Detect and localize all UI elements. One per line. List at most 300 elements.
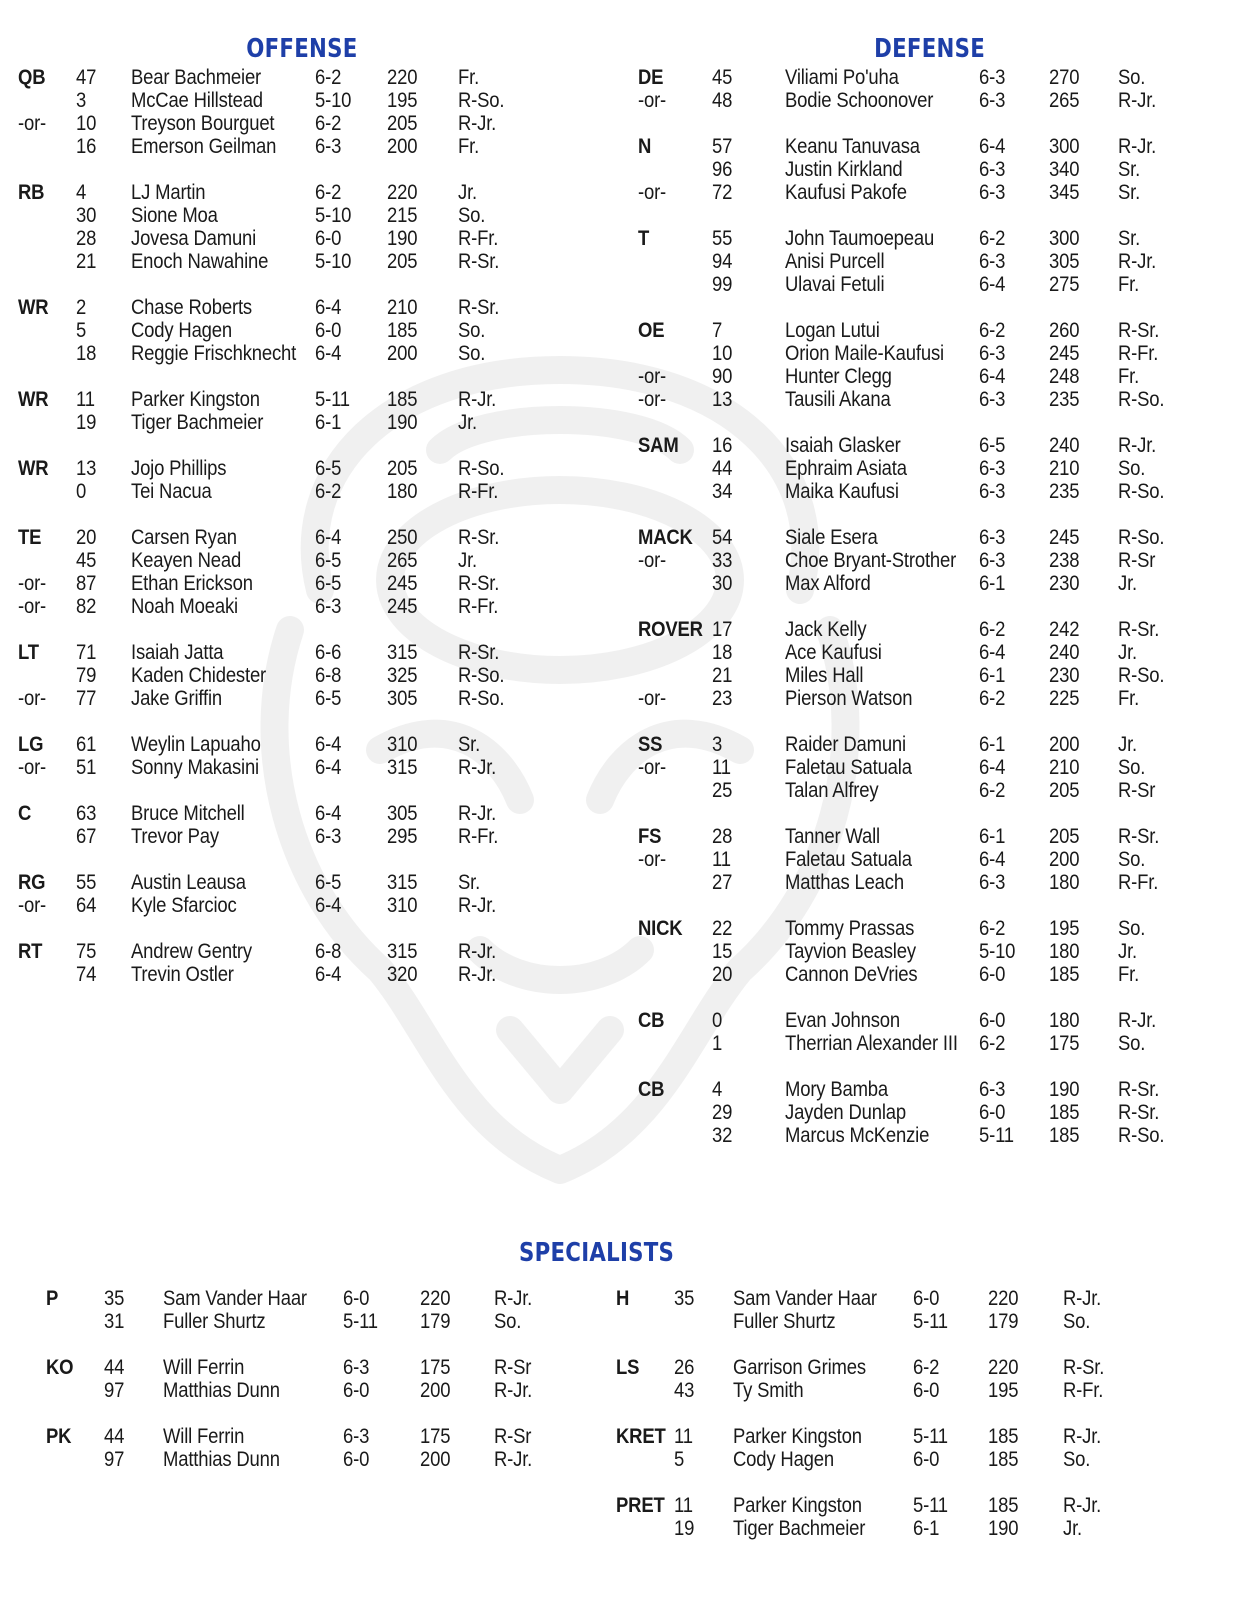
weight: 265	[387, 549, 418, 573]
height: 6-6	[315, 641, 342, 664]
player-name: Ty Smith	[733, 1379, 804, 1403]
jersey-number: 35	[674, 1287, 695, 1310]
player-name: Bruce Mitchell	[131, 802, 245, 825]
player-name: Trevin Ostler	[131, 963, 234, 987]
jersey-number: 4	[76, 181, 87, 204]
player-name: Enoch Nawahine	[131, 250, 269, 274]
player-row	[18, 296, 618, 320]
jersey-number: 13	[76, 457, 97, 480]
player-row	[638, 618, 1238, 642]
class-year: So.	[1118, 756, 1146, 780]
player-row	[18, 457, 618, 481]
player-row	[18, 549, 618, 573]
jersey-number: 77	[76, 687, 97, 711]
player-row	[638, 89, 1238, 113]
jersey-number: 21	[76, 250, 97, 274]
weight: 315	[387, 756, 418, 780]
player-name: Keanu Tanuvasa	[785, 135, 920, 158]
jersey-number: 79	[76, 664, 97, 688]
jersey-number: 10	[76, 112, 97, 136]
player-row	[638, 526, 1238, 550]
class-year: R-So.	[458, 664, 505, 688]
class-year: R-Fr.	[1118, 342, 1159, 366]
weight: 310	[387, 733, 418, 756]
weight: 310	[387, 894, 418, 918]
player-row	[18, 388, 618, 412]
jersey-number: 33	[712, 549, 733, 573]
jersey-number: 72	[712, 181, 733, 205]
class-year: R-Sr.	[1118, 825, 1160, 848]
class-year: R-So.	[458, 687, 505, 711]
jersey-number: 87	[76, 572, 97, 596]
player-row	[638, 135, 1238, 159]
player-name: Trevor Pay	[131, 825, 219, 849]
weight: 210	[1049, 457, 1080, 481]
weight: 275	[1049, 273, 1080, 297]
position-label: QB	[18, 66, 46, 89]
player-row	[18, 181, 618, 205]
class-year: R-Sr	[1118, 779, 1156, 803]
weight: 185	[988, 1494, 1019, 1517]
height: 6-4	[315, 526, 342, 549]
height: 6-2	[979, 618, 1006, 641]
player-row	[638, 342, 1238, 366]
player-row	[46, 1448, 606, 1472]
weight: 245	[1049, 526, 1080, 549]
jersey-number: 55	[712, 227, 733, 250]
player-name: Keayen Nead	[131, 549, 242, 573]
class-year: R-Jr.	[1118, 1009, 1157, 1032]
height: 6-4	[315, 756, 342, 780]
class-year: R-So.	[458, 457, 505, 480]
player-row	[18, 664, 618, 688]
weight: 240	[1049, 641, 1080, 665]
position-label: WR	[18, 296, 49, 319]
height: 6-0	[343, 1287, 370, 1310]
height: 6-0	[979, 1009, 1006, 1032]
weight: 305	[1049, 250, 1080, 274]
player-row	[18, 319, 618, 343]
class-year: Jr.	[1118, 572, 1137, 596]
player-row	[46, 1287, 606, 1311]
pos-or: -or-	[18, 595, 47, 619]
jersey-number: 0	[712, 1009, 723, 1032]
weight: 180	[1049, 871, 1080, 895]
jersey-number: 51	[76, 756, 97, 780]
player-row	[616, 1287, 1176, 1311]
height: 6-0	[913, 1287, 940, 1310]
player-row	[638, 457, 1238, 481]
player-row	[638, 1101, 1238, 1125]
weight: 245	[387, 595, 418, 619]
jersey-number: 3	[712, 733, 723, 756]
jersey-number: 11	[712, 756, 731, 780]
player-row	[638, 825, 1238, 849]
height: 6-5	[315, 549, 342, 573]
player-name: Noah Moeaki	[131, 595, 238, 619]
player-row	[638, 848, 1238, 872]
class-year: Jr.	[1118, 641, 1137, 665]
player-name: Cannon DeVries	[785, 963, 918, 987]
class-year: Fr.	[1118, 687, 1140, 711]
jersey-number: 18	[712, 641, 733, 665]
jersey-number: 44	[104, 1425, 125, 1448]
jersey-number: 90	[712, 365, 733, 389]
height: 5-11	[913, 1310, 948, 1334]
player-row	[18, 480, 618, 504]
player-name: Ethan Erickson	[131, 572, 253, 596]
weight: 295	[387, 825, 418, 849]
jersey-number: 0	[76, 480, 87, 504]
player-name: Parker Kingston	[733, 1494, 862, 1517]
weight: 200	[387, 342, 418, 366]
player-name: Ephraim Asiata	[785, 457, 907, 481]
weight: 235	[1049, 480, 1080, 504]
player-row	[616, 1425, 1176, 1449]
height: 6-5	[979, 434, 1006, 457]
jersey-number: 26	[674, 1356, 695, 1379]
height: 6-2	[979, 779, 1006, 803]
player-name: Will Ferrin	[163, 1356, 245, 1379]
weight: 185	[1049, 1124, 1080, 1148]
jersey-number: 28	[76, 227, 97, 251]
jersey-number: 5	[76, 319, 87, 343]
weight: 179	[988, 1310, 1019, 1334]
weight: 245	[387, 572, 418, 596]
player-row	[638, 940, 1238, 964]
class-year: R-Jr.	[458, 802, 497, 825]
height: 6-3	[979, 480, 1006, 504]
player-name: Austin Leausa	[131, 871, 246, 894]
player-row	[18, 250, 618, 274]
player-row	[18, 526, 618, 550]
jersey-number: 27	[712, 871, 733, 895]
class-year: Fr.	[1118, 963, 1140, 987]
player-row	[638, 158, 1238, 182]
position-label: RG	[18, 871, 46, 894]
jersey-number: 96	[712, 158, 733, 182]
player-name: Tiger Bachmeier	[131, 411, 264, 435]
class-year: R-Jr.	[1063, 1425, 1102, 1448]
weight: 300	[1049, 227, 1080, 250]
player-row	[46, 1379, 606, 1403]
jersey-number: 5	[674, 1448, 685, 1472]
player-name: Jojo Phillips	[131, 457, 227, 480]
height: 6-4	[979, 756, 1006, 780]
player-name: Orion Maile-Kaufusi	[785, 342, 944, 366]
jersey-number: 44	[712, 457, 733, 481]
player-row	[616, 1448, 1176, 1472]
weight: 200	[420, 1448, 451, 1472]
pos-or: -or-	[18, 687, 47, 711]
height: 6-3	[979, 388, 1006, 412]
jersey-number: 17	[712, 618, 733, 641]
jersey-number: 11	[674, 1494, 693, 1517]
weight: 190	[988, 1517, 1019, 1541]
player-name: Bear Bachmeier	[131, 66, 262, 89]
position-label: MACK	[638, 526, 693, 549]
weight: 200	[1049, 848, 1080, 872]
player-name: Therrian Alexander III	[785, 1032, 958, 1056]
jersey-number: 16	[712, 434, 733, 457]
height: 6-2	[979, 917, 1006, 940]
weight: 195	[988, 1379, 1019, 1403]
class-year: Sr.	[1118, 227, 1141, 250]
height: 5-11	[913, 1425, 948, 1448]
player-name: Tayvion Beasley	[785, 940, 916, 964]
player-name: Kaufusi Pakofe	[785, 181, 907, 205]
class-year: R-Sr	[494, 1425, 532, 1448]
class-year: So.	[1118, 917, 1146, 940]
height: 6-4	[979, 641, 1006, 665]
weight: 220	[387, 66, 418, 89]
player-name: Hunter Clegg	[785, 365, 892, 389]
player-name: Marcus McKenzie	[785, 1124, 930, 1148]
position-label: RT	[18, 940, 43, 963]
player-name: Sione Moa	[131, 204, 218, 228]
player-name: LJ Martin	[131, 181, 206, 204]
weight: 240	[1049, 434, 1080, 457]
jersey-number: 34	[712, 480, 733, 504]
jersey-number: 45	[712, 66, 733, 89]
jersey-number: 57	[712, 135, 733, 158]
height: 6-2	[979, 1032, 1006, 1056]
jersey-number: 99	[712, 273, 733, 297]
height: 6-3	[979, 250, 1006, 274]
height: 6-5	[315, 687, 342, 711]
player-name: Raider Damuni	[785, 733, 906, 756]
weight: 185	[1049, 1101, 1080, 1125]
class-year: R-Sr.	[458, 250, 500, 274]
weight: 242	[1049, 618, 1080, 641]
pos-or: -or-	[638, 388, 667, 412]
position-label: NICK	[638, 917, 683, 940]
position-label: WR	[18, 388, 49, 411]
defense-heading: DEFENSE	[874, 34, 986, 64]
weight: 315	[387, 641, 418, 664]
player-name: Siale Esera	[785, 526, 878, 549]
player-name: Choe Bryant-Strother	[785, 549, 957, 573]
weight: 250	[387, 526, 418, 549]
weight: 270	[1049, 66, 1080, 89]
player-name: McCae Hillstead	[131, 89, 263, 113]
class-year: R-Sr.	[458, 526, 500, 549]
weight: 200	[420, 1379, 451, 1403]
player-row	[18, 802, 618, 826]
player-name: Sam Vander Haar	[163, 1287, 307, 1310]
player-name: Talan Alfrey	[785, 779, 879, 803]
class-year: So.	[1063, 1310, 1091, 1334]
jersey-number: 18	[76, 342, 97, 366]
player-row	[638, 181, 1238, 205]
weight: 315	[387, 940, 418, 963]
height: 5-11	[343, 1310, 378, 1334]
jersey-number: 74	[76, 963, 97, 987]
class-year: R-Fr.	[458, 227, 499, 251]
class-year: R-Jr.	[1063, 1494, 1102, 1517]
weight: 205	[1049, 779, 1080, 803]
player-name: Tei Nacua	[131, 480, 212, 504]
player-name: Evan Johnson	[785, 1009, 901, 1032]
jersey-number: 44	[104, 1356, 125, 1379]
player-row	[638, 480, 1238, 504]
height: 6-3	[979, 1078, 1006, 1101]
jersey-number: 97	[104, 1448, 125, 1472]
player-row	[638, 1124, 1238, 1148]
class-year: R-Fr.	[458, 595, 499, 619]
weight: 230	[1049, 572, 1080, 596]
weight: 260	[1049, 319, 1080, 342]
player-name: Will Ferrin	[163, 1425, 245, 1448]
jersey-number: 55	[76, 871, 97, 894]
weight: 345	[1049, 181, 1080, 205]
class-year: R-Jr.	[494, 1379, 533, 1403]
class-year: R-Sr.	[458, 572, 500, 596]
weight: 238	[1049, 549, 1080, 573]
height: 6-3	[343, 1425, 370, 1448]
weight: 230	[1049, 664, 1080, 688]
jersey-number: 32	[712, 1124, 733, 1148]
player-name: Emerson Geilman	[131, 135, 277, 159]
player-name: Isaiah Jatta	[131, 641, 224, 664]
class-year: R-So.	[1118, 388, 1165, 412]
jersey-number: 29	[712, 1101, 733, 1125]
player-name: Kyle Sfarcioc	[131, 894, 237, 918]
player-row	[638, 549, 1238, 573]
player-row	[46, 1425, 606, 1449]
height: 6-8	[315, 940, 342, 963]
pos-or: -or-	[18, 572, 47, 596]
weight: 215	[387, 204, 418, 228]
weight: 210	[387, 296, 418, 319]
height: 6-0	[343, 1379, 370, 1403]
player-name: Isaiah Glasker	[785, 434, 901, 457]
height: 6-3	[979, 158, 1006, 182]
jersey-number: 47	[76, 66, 97, 89]
offense-heading: OFFENSE	[246, 34, 358, 64]
player-name: Cody Hagen	[733, 1448, 834, 1472]
class-year: Jr.	[1118, 940, 1137, 964]
player-row	[18, 112, 618, 136]
class-year: R-So.	[1118, 1124, 1165, 1148]
player-name: Pierson Watson	[785, 687, 913, 711]
player-row	[638, 963, 1238, 987]
height: 6-4	[315, 894, 342, 918]
player-name: Mory Bamba	[785, 1078, 889, 1101]
position-label: H	[616, 1287, 630, 1310]
player-name: Bodie Schoonover	[785, 89, 934, 113]
player-row	[638, 434, 1238, 458]
player-row	[616, 1356, 1176, 1380]
weight: 200	[387, 135, 418, 159]
jersey-number: 43	[674, 1379, 695, 1403]
class-year: R-Fr.	[458, 480, 499, 504]
height: 6-4	[979, 848, 1006, 872]
weight: 200	[1049, 733, 1080, 756]
player-row	[638, 756, 1238, 780]
height: 6-0	[913, 1448, 940, 1472]
class-year: R-Jr.	[458, 940, 497, 963]
height: 6-0	[315, 227, 342, 251]
class-year: R-Fr.	[458, 825, 499, 849]
pos-or: -or-	[638, 549, 667, 573]
height: 6-3	[979, 526, 1006, 549]
class-year: R-Jr.	[1118, 250, 1157, 274]
class-year: R-So.	[1118, 480, 1165, 504]
weight: 195	[1049, 917, 1080, 940]
weight: 340	[1049, 158, 1080, 182]
player-row	[18, 66, 618, 90]
height: 6-3	[315, 135, 342, 159]
player-row	[18, 342, 618, 366]
weight: 180	[1049, 1009, 1080, 1032]
position-label: C	[18, 802, 32, 825]
jersey-number: 35	[104, 1287, 125, 1310]
jersey-number: 19	[674, 1517, 695, 1541]
height: 6-2	[315, 480, 342, 504]
jersey-number: 82	[76, 595, 97, 619]
player-name: Treyson Bourguet	[131, 112, 275, 136]
position-label: DE	[638, 66, 664, 89]
jersey-number: 11	[674, 1425, 693, 1448]
height: 6-2	[315, 181, 342, 204]
jersey-number: 23	[712, 687, 733, 711]
weight: 175	[420, 1425, 451, 1448]
jersey-number: 48	[712, 89, 733, 113]
height: 6-8	[315, 664, 342, 688]
class-year: R-Jr.	[494, 1287, 533, 1310]
height: 6-5	[315, 457, 342, 480]
class-year: So.	[458, 204, 486, 228]
jersey-number: 21	[712, 664, 733, 688]
player-name: Tausili Akana	[785, 388, 891, 412]
class-year: R-So.	[1118, 526, 1165, 549]
player-name: Max Alford	[785, 572, 871, 596]
position-label: CB	[638, 1078, 665, 1101]
weight: 320	[387, 963, 418, 987]
weight: 248	[1049, 365, 1080, 389]
jersey-number: 25	[712, 779, 733, 803]
class-year: R-So.	[1118, 664, 1165, 688]
player-name: Maika Kaufusi	[785, 480, 899, 504]
jersey-number: 11	[712, 848, 731, 872]
player-name: Ace Kaufusi	[785, 641, 882, 665]
jersey-number: 94	[712, 250, 733, 274]
class-year: R-Sr.	[458, 296, 500, 319]
player-row	[638, 227, 1238, 251]
jersey-number: 4	[712, 1078, 723, 1101]
player-name: Reggie Frischknecht	[131, 342, 297, 366]
height: 6-0	[315, 319, 342, 343]
height: 5-10	[315, 250, 352, 274]
player-name: Faletau Satuala	[785, 848, 912, 872]
player-row	[638, 1078, 1238, 1102]
weight: 185	[1049, 963, 1080, 987]
class-year: R-Sr.	[1118, 1078, 1160, 1101]
class-year: R-Sr.	[1118, 1101, 1160, 1125]
class-year: R-So.	[458, 89, 505, 113]
height: 6-2	[315, 112, 342, 136]
player-row	[18, 963, 618, 987]
player-name: Garrison Grimes	[733, 1356, 866, 1379]
class-year: So.	[458, 342, 486, 366]
height: 6-3	[979, 549, 1006, 573]
player-row	[18, 733, 618, 757]
height: 6-0	[979, 1101, 1006, 1125]
position-label: CB	[638, 1009, 665, 1032]
class-year: So.	[1118, 1032, 1146, 1056]
height: 6-4	[979, 135, 1006, 158]
